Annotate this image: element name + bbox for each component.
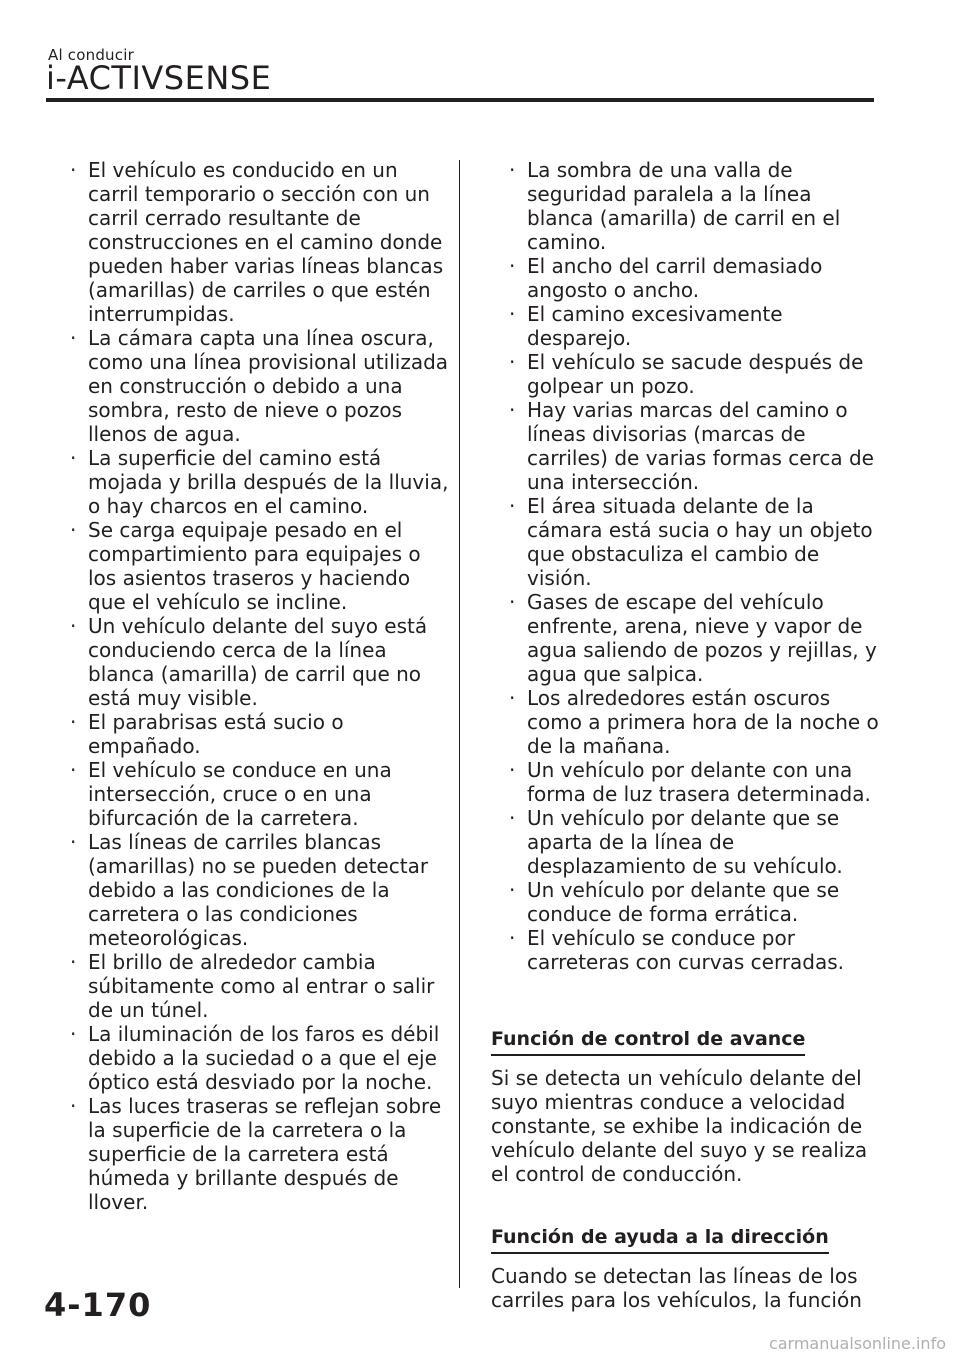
right-column [491, 158, 879, 1312]
section-title: i-ACTIVSENSE [46, 59, 272, 97]
list-item: · Gases de escape del vehículo enfrente, arena, nieve y vapor de agua saliendo de pozos y rejillas, y agua que salpica. [509, 590, 879, 686]
list-item: · Se carga equipaje pesado en el compartimiento para equipajes o los asientos traseros y haciendo que el vehículo se incline. [70, 518, 454, 614]
section-label: Al conducir [48, 46, 134, 64]
left-column [70, 158, 454, 1214]
list-item: · El área situada delante de la cámara está sucia o hay un objeto que obstaculiza el cambio de visión. [509, 494, 879, 590]
list-item: · El camino excesivamente desparejo. [509, 302, 879, 350]
subsection-steering-assist [491, 1224, 879, 1312]
list-item: · La sombra de una valla de seguridad paralela a la línea blanca (amarilla) de carril en el camino. [509, 158, 879, 254]
list-item: · Un vehículo por delante que se aparta de la línea de desplazamiento de su vehículo. [509, 806, 879, 878]
right-bullet-list [509, 158, 879, 974]
list-item: · El vehículo es conducido en un carril temporario o sección con un carril cerrado resultante de construcciones en el camino donde pueden haber varias líneas blancas (amarillas) de carriles o que estén interrumpidas. [70, 158, 454, 326]
column-divider [459, 160, 460, 1288]
list-item: · El parabrisas está sucio o empañado. [70, 710, 454, 758]
list-item: · La iluminación de los faros es débil debido a la suciedad o a que el eje óptico está desviado por la noche. [70, 1022, 454, 1094]
list-item: · El vehículo se sacude después de golpear un pozo. [509, 350, 879, 398]
subsection-text: Si se detecta un vehículo delante del suyo mientras conduce a velocidad constante, se exhibe la indicación de vehículo delante del suyo y se realiza el control de conducción. [491, 1066, 868, 1186]
page-number: 4-170 [44, 1286, 152, 1324]
list-item: · El ancho del carril demasiado angosto o ancho. [509, 254, 879, 302]
subsection-text: Cuando se detectan las líneas de los carriles para los vehículos, la función [491, 1264, 862, 1312]
list-item: · Un vehículo delante del suyo está conduciendo cerca de la línea blanca (amarilla) de carril que no está muy visible. [70, 614, 454, 710]
list-item: · Un vehículo por delante que se conduce de forma errática. [509, 878, 879, 926]
subsection-forward-control [491, 1026, 879, 1186]
list-item: · La superficie del camino está mojada y brilla después de la lluvia, o hay charcos en el camino. [70, 446, 454, 518]
list-item: · Los alrededores están oscuros como a primera hora de la noche o de la mañana. [509, 686, 879, 758]
list-item: · Las luces traseras se reflejan sobre la superficie de la carretera o la superficie de la carretera está húmeda y brillante después de llover. [70, 1094, 454, 1214]
list-item: · La cámara capta una línea oscura, como una línea provisional utilizada en construcción o debido a una sombra, resto de nieve o pozos llenos de agua. [70, 326, 454, 446]
list-item: · El vehículo se conduce en una intersección, cruce o en una bifurcación de la carretera. [70, 758, 454, 830]
left-bullet-list [70, 158, 454, 1214]
header-rule [46, 98, 874, 102]
list-item: · Un vehículo por delante con una forma de luz trasera determinada. [509, 758, 879, 806]
list-item: · El brillo de alrededor cambia súbitamente como al entrar o salir de un túnel. [70, 950, 454, 1022]
subsection-heading: Función de control de avance [491, 1027, 805, 1056]
watermark: carmanualsonline.info [768, 1334, 946, 1353]
subsection-heading: Función de ayuda a la dirección [491, 1225, 829, 1254]
list-item: · Hay varias marcas del camino o líneas divisorias (marcas de carriles) de varias formas cerca de una intersección. [509, 398, 879, 494]
list-item: · El vehículo se conduce por carreteras con curvas cerradas. [509, 926, 879, 974]
list-item: · Las líneas de carriles blancas (amarillas) no se pueden detectar debido a las condiciones de la carretera o las condiciones meteorológicas. [70, 830, 454, 950]
